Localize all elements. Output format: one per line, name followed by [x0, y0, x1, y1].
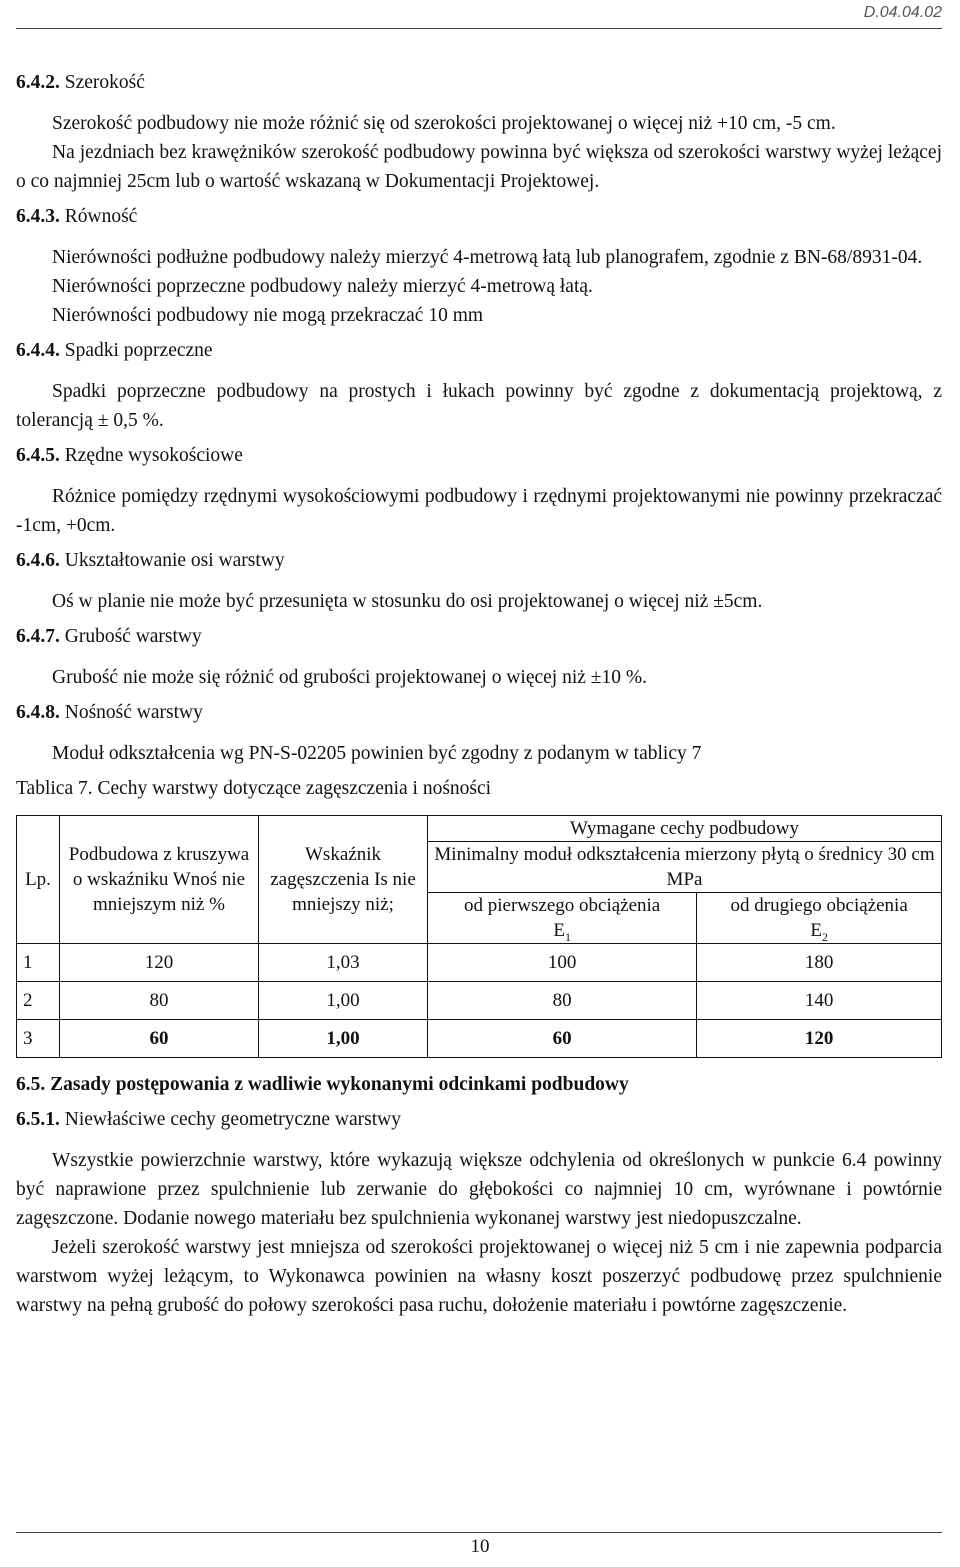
cell-lp: 2 — [17, 982, 60, 1020]
cell-is: 1,00 — [259, 1020, 428, 1058]
header-e1-label: od pierwszego obciążenia — [464, 895, 661, 916]
header-min-modulus: Minimalny moduł odkształcenia mierzony płytą o średnicy 30 cm MPa — [428, 842, 942, 893]
cell-is: 1,00 — [259, 982, 428, 1020]
section-number: 6.4.5. — [16, 445, 60, 466]
paragraph: Różnice pomiędzy rzędnymi wysokościowymi podbudowy i rzędnymi projektowanymi nie powinny przekraczać -1cm, +0cm. — [16, 486, 942, 536]
section-number: 6.4.8. — [16, 702, 60, 723]
cell-lp: 3 — [17, 1020, 60, 1058]
section-title: Szerokość — [64, 72, 145, 93]
document-code: D.04.04.02 — [863, 4, 942, 21]
properties-table — [16, 815, 942, 1058]
section-number: 6.4.7. — [16, 626, 60, 647]
paragraph: Oś w planie nie może być przesunięta w stosunku do osi projektowanej o więcej niż ±5cm. — [52, 591, 763, 612]
cell-e2: 140 — [697, 982, 942, 1020]
section-title: Rzędne wysokościowe — [64, 445, 243, 466]
section-title: Spadki poprzeczne — [64, 340, 213, 361]
section-heading-6-5-1 — [16, 1105, 942, 1134]
cell-e2: 120 — [697, 1020, 942, 1058]
paragraph: Grubość nie może się różnić od grubości projektowanej o więcej niż ±10 %. — [52, 667, 647, 688]
cell-e1: 100 — [428, 944, 697, 982]
cell-wnos: 80 — [60, 982, 259, 1020]
section-number: 6.4.6. — [16, 550, 60, 571]
page-number: 10 — [470, 1536, 490, 1557]
section-title: Równość — [64, 206, 138, 227]
section-heading-6-4-7 — [16, 622, 942, 651]
cell-wnos: 60 — [60, 1020, 259, 1058]
paragraph: Nierówności poprzeczne podbudowy należy mierzyć 4-metrową łatą. — [52, 276, 593, 297]
header-e1-subscript: 1 — [564, 929, 571, 944]
header-required-features: Wymagane cechy podbudowy — [428, 816, 942, 842]
section-heading-6-4-4 — [16, 336, 942, 365]
cell-wnos: 120 — [60, 944, 259, 982]
header-e1 — [428, 893, 697, 944]
header-e2 — [697, 893, 942, 944]
section-title: Nośność warstwy — [64, 702, 203, 723]
table-row — [17, 982, 942, 1020]
paragraph: Wszystkie powierzchnie warstwy, które wykazują większe odchylenia od określonych w punkcie 6.4 powinny być naprawione przez spulchnienie lub zerwanie do głębokości co najmniej 10 cm, wyrównane i powtórnie zagęszczone. Dodanie nowego materiału bez spulchnienia wykonanej warstwy jest niedopuszczalne. — [16, 1150, 942, 1229]
section-title: Grubość warstwy — [64, 626, 202, 647]
section-heading-6-4-8 — [16, 698, 942, 727]
cell-is: 1,03 — [259, 944, 428, 982]
table-row — [17, 944, 942, 982]
table-row — [17, 1020, 942, 1058]
section-number: 6.4.2. — [16, 72, 60, 93]
section-number: 6.4.3. — [16, 206, 60, 227]
paragraph: Nierówności podbudowy nie mogą przekraczać 10 mm — [52, 305, 484, 326]
content — [16, 68, 942, 1320]
section-number: 6.4.4. — [16, 340, 60, 361]
paragraph: Szerokość podbudowy nie może różnić się od szerokości projektowanej o więcej niż +10 cm, -5 cm. — [52, 113, 836, 134]
cell-e1: 80 — [428, 982, 697, 1020]
cell-e1: 60 — [428, 1020, 697, 1058]
section-heading-6-4-2 — [16, 68, 942, 97]
paragraph: Moduł odkształcenia wg PN-S-02205 powinien być zgodny z podanym w tablicy 7 — [52, 743, 702, 764]
table-caption: Tablica 7. Cechy warstwy dotyczące zagęszczenia i nośności — [16, 778, 492, 799]
section-title: Zasady postępowania z wadliwie wykonanymi odcinkami podbudowy — [50, 1074, 629, 1095]
paragraph: Nierówności podłużne podbudowy należy mierzyć 4-metrową łatą lub planografem, zgodnie z BN-68/8931-04. — [52, 247, 923, 268]
section-number: 6.5. — [16, 1074, 46, 1095]
header-lp: Lp. — [17, 816, 60, 944]
header-e2-symbol: E — [810, 920, 822, 941]
header-is: Wskaźnik zagęszczenia Is nie mniejszy niż; — [259, 816, 428, 944]
section-heading-6-4-6 — [16, 546, 942, 575]
section-heading-6-4-5 — [16, 441, 942, 470]
section-heading-6-5 — [16, 1070, 942, 1099]
cell-e2: 180 — [697, 944, 942, 982]
header-e2-label: od drugiego obciążenia — [730, 895, 908, 916]
header-e2-subscript: 2 — [821, 929, 828, 944]
section-title: Ukształtowanie osi warstwy — [64, 550, 285, 571]
section-heading-6-4-3 — [16, 202, 942, 231]
section-title: Niewłaściwe cechy geometryczne warstwy — [64, 1109, 401, 1130]
cell-lp: 1 — [17, 944, 60, 982]
header-wnos: Podbudowa z kruszywa o wskaźniku Wnoś nie mniejszym niż % — [60, 816, 259, 944]
paragraph: Na jezdniach bez krawężników szerokość podbudowy powinna być większa od szerokości warstwy wyżej leżącej o co najmniej 25cm lub o wartość wskazaną w Dokumentacji Projektowej. — [16, 142, 942, 192]
section-number: 6.5.1. — [16, 1109, 60, 1130]
paragraph: Jeżeli szerokość warstwy jest mniejsza od szerokości projektowanej o więcej niż 5 cm i nie zapewnia podparcia warstwom wyżej leżącym, to Wykonawca powinien na własny koszt poszerzyć podbudowę przez spulchnienie warstwy na pełną grubość do połowy szerokości pasa ruchu, dołożenie materiału i powtórne zagęszczenie. — [16, 1237, 942, 1316]
header-e1-symbol: E — [553, 920, 565, 941]
paragraph: Spadki poprzeczne podbudowy na prostych i łukach powinny być zgodne z dokumentacją projektową, z tolerancją ± 0,5 %. — [16, 381, 942, 431]
header-rule — [16, 28, 942, 29]
